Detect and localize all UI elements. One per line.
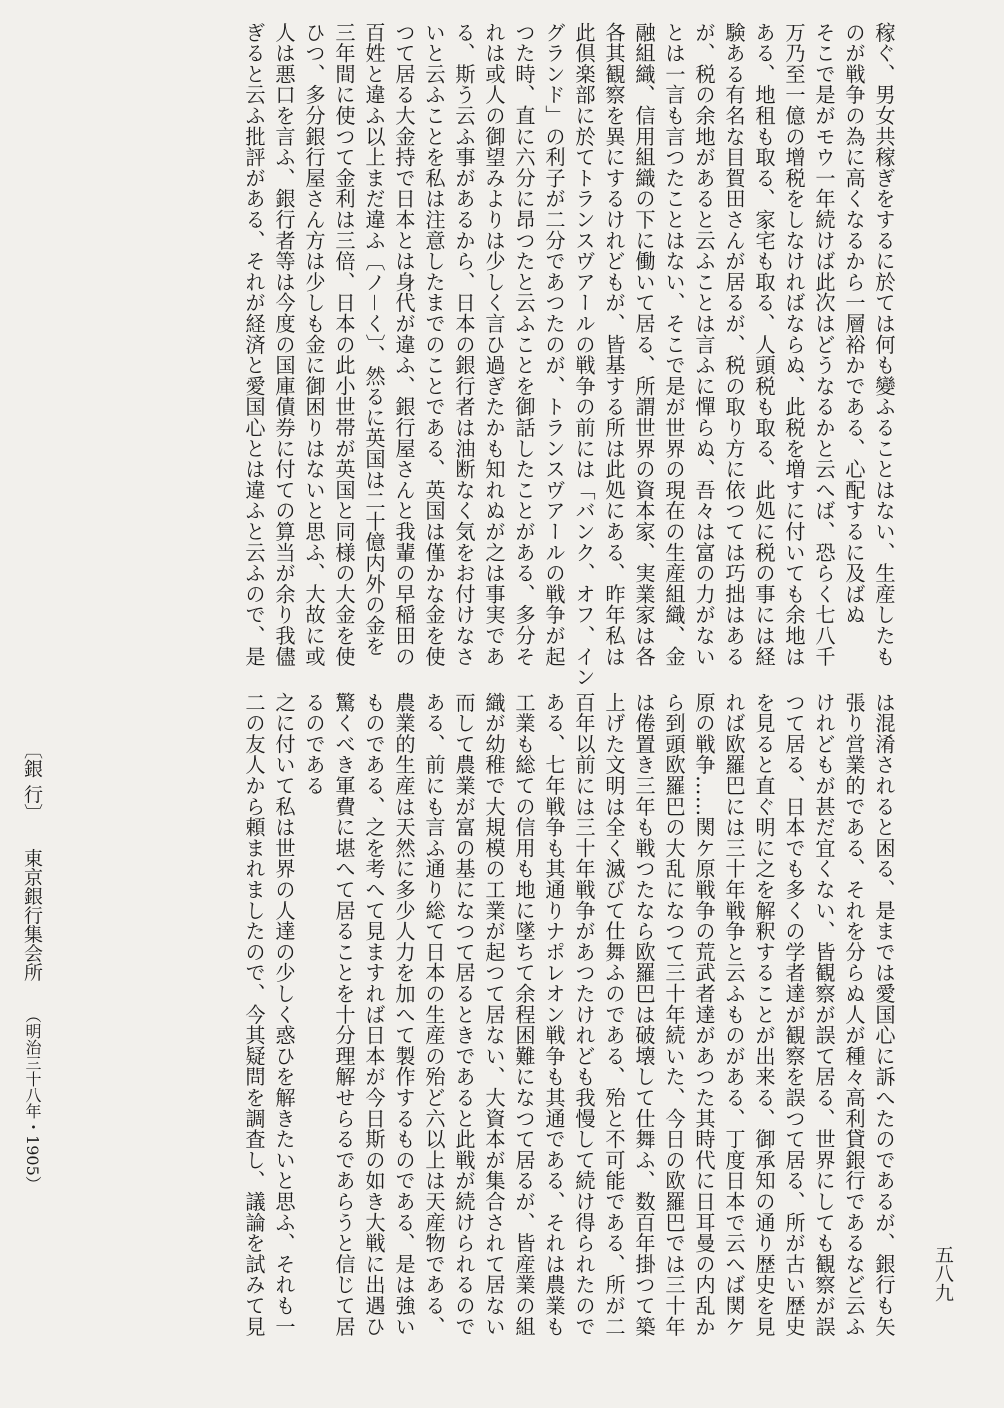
running-header — [6, 740, 46, 1340]
text-line: つて居る、日本でも多くの学者達が観察を誤つて居る、所が古い歴史 — [782, 692, 806, 1337]
header-source: 東京銀行集会所 — [21, 848, 43, 982]
page-number: 五八九 — [932, 1245, 954, 1302]
text-line: 二の友人から頼まれましたので、今其疑問を調査し、議論を試みて見 — [242, 692, 266, 1337]
text-line: 農業的生産は天然に多少人力を加へて製作するものである、是は強い — [392, 692, 416, 1337]
text-line: は倦置き三年も戦つたなら欧羅巴は破壊して仕舞ふ、数百年掛つて築 — [632, 692, 656, 1337]
text-line: れば欧羅巴には三十年戦争と云ふものがある、丁度日本で云へば関ケ — [722, 692, 746, 1337]
text-line: ひつ、多分銀行屋さん方は少しも金に御困りはないと思ふ、大故に或 — [302, 22, 326, 667]
text-line: ぎると云ふ批評がある、それが経済と愛国心とは違ふと云ふので、是 — [242, 22, 266, 667]
text-line: 百姓と違ふ以上まだ違ふ〔ノ－く〕、然るに英国は二十億内外の金を — [362, 22, 386, 657]
text-line: 三年間に使つて金利は三倍、日本の此小世帯が英国と同様の大金を使 — [332, 22, 356, 667]
text-line: 万乃至一億の增税をしなければならぬ、此税を増すに付いても余地は — [782, 22, 806, 667]
text-line: けれどもが甚だ宜くない、皆観察が誤て居る、世界にしても観察が誤 — [812, 692, 836, 1337]
text-line: 融組織、信用組織の下に働いて居る、所謂世界の資本家、実業家は各 — [632, 22, 656, 667]
text-line: ものである、之を考へて見ますれば日本が今日斯の如き大戦に出遇ひ — [362, 692, 386, 1337]
text-line: 工業も総ての信用も地に墜ちて余程困難になつて居るが、皆産業の組 — [512, 692, 536, 1337]
text-line: のが戦争の為に高くなるから一層裕かである、心配するに及ばぬ — [842, 22, 866, 626]
text-block-lower — [239, 692, 899, 1347]
text-line: る、斯う云ふ事があるから、日本の銀行者は油断なく気をお付けなさ — [452, 22, 476, 667]
text-line: 百年以前には三十年戦争があつたけれども我慢して続け得られたので — [572, 692, 596, 1337]
text-line: を見ると直ぐ明に之を解釈することが出来る、御承知の通り歴史を見 — [752, 692, 776, 1337]
text-line: 各其観察を異にするけれどもが、皆基する所は此処にある、昨年私は — [602, 22, 626, 667]
text-line: ある、前にも言ふ通り総て日本の生産の殆ど六以上は天産物である、 — [422, 692, 446, 1337]
text-line: 織が幼稚で大規模の工業が起つて居ない、大資本が集合されて居ない — [482, 692, 506, 1337]
text-line: 而して農業が富の基になつて居るときであると此戦が続けられるので — [452, 692, 476, 1337]
text-line: つた時、直に六分に昂つたと云ふことを御話したことがある、多分そ — [512, 22, 536, 667]
text-line: とは一言も言つたことはない、そこで是が世界の現在の生産組織、金 — [662, 22, 686, 667]
text-line: グランド」の利子が二分であつたのが、トランスヴアールの戦争が起 — [542, 22, 566, 667]
text-line: れは或人の御望みよりは少しく言ひ過ぎたかも知れぬが之は事実であ — [482, 22, 506, 667]
text-line: 験ある有名な目賀田さんが居るが、税の取り方に依つては巧拙はある — [722, 22, 746, 667]
text-line: ある、七年戦争も其通りナポレオン戦争も其通である、それは農業も — [542, 692, 566, 1337]
text-line: いと云ふことを私は注意したまでのことである、英国は僅かな金を使 — [422, 22, 446, 667]
text-line: は混淆されると困る、是までは愛国心に訴へたのであるが、銀行も矢 — [872, 692, 896, 1337]
text-line: が、税の余地があると云ふことは言ふに憚らぬ、吾々は富の力がない — [692, 22, 716, 667]
header-category: 〔銀 行〕 — [21, 740, 43, 823]
text-line: ある、地租も取る、家宅も取る、人頭税も取る、此処に税の事には経 — [752, 22, 776, 667]
text-line: 驚くべき軍費に堪へて居ることを十分理解せらるであらうと信じて居 — [332, 692, 356, 1337]
text-line: 上げた文明は全く滅びて仕舞ふのである、殆と不可能である、所が二 — [602, 692, 626, 1337]
text-block-upper — [239, 22, 899, 688]
header-date: （明治三十八年・1905） — [23, 1007, 42, 1192]
text-line: ら到頭欧羅巴の大乱になつて三十年続いた、今日の欧羅巴では三十年 — [662, 692, 686, 1337]
text-line: 原の戦争……関ケ原戦争の荒武者達があつた其時代に日耳曼の内乱か — [692, 692, 716, 1337]
text-line: 之に付いて私は世界の人達の少しく惑ひを解きたいと思ふ、それも一 — [272, 692, 296, 1337]
text-line: つて居る大金持で日本とは身代が違ふ、銀行屋さんと我輩の早稲田の — [392, 22, 416, 667]
text-line: 稼ぐ、男女共稼ぎをするに於ては何も變ふることはない、生産したも — [872, 22, 896, 667]
text-line: そこで是がモウ一年続けば此次はどうなるかと云へば、恐らく七八千 — [812, 22, 836, 667]
text-line: 此倶楽部に於てトランスヴアールの戦争の前には「バンク、オフ、イン — [572, 22, 596, 688]
text-line: るのである — [302, 692, 326, 796]
text-line: 人は悪口を言ふ、銀行者等は今度の国庫債券に付ての算当が余り我儘 — [272, 22, 296, 667]
text-line: 張り営業的である、それを分らぬ人が種々高利貸銀行であるなど云ふ — [842, 692, 866, 1337]
